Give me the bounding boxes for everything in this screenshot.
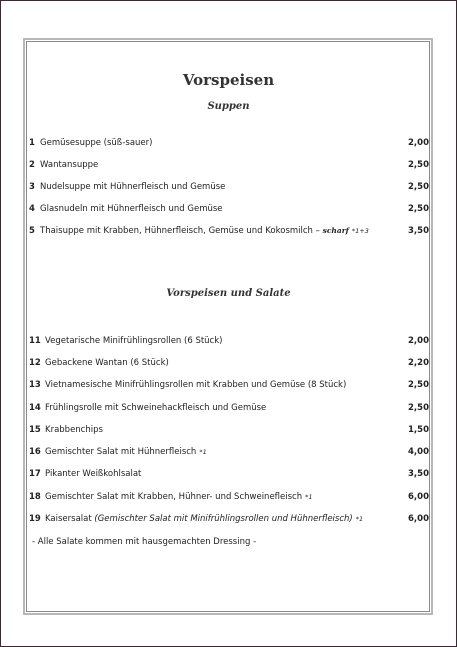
menu-item [29, 136, 429, 150]
menu-frame [23, 38, 433, 615]
item-number: 18 [29, 492, 41, 502]
item-number: 5 [29, 226, 35, 236]
item-price: 2,00 [408, 336, 429, 346]
menu-item [29, 158, 429, 172]
item-price: 2,50 [408, 380, 429, 390]
item-price: 2,50 [408, 403, 429, 413]
spicy-label: scharf [322, 226, 349, 235]
item-price: 2,20 [408, 358, 429, 368]
menu-item [29, 490, 429, 504]
menu-item [29, 202, 429, 216]
menu-title: Vorspeisen [182, 71, 275, 89]
menu-item [29, 356, 429, 370]
item-name: Nudelsuppe mit Hühnerfleisch und Gemüse [40, 182, 226, 192]
item-name-text: Kaisersalat [45, 514, 92, 524]
allergen-note: *1 [355, 515, 364, 523]
menu-item [29, 467, 429, 481]
item-number: 2 [29, 160, 35, 170]
menu-item [29, 445, 429, 459]
item-name: Glasnudeln mit Hühnerfleisch und Gemüse [40, 204, 223, 214]
item-number: 12 [29, 358, 41, 368]
item-number: 11 [29, 336, 41, 346]
menu-item [29, 401, 429, 415]
item-number: 3 [29, 182, 35, 192]
allergen-note: *1 [199, 448, 207, 456]
item-name: Gemüsesuppe (süß-sauer) [40, 138, 153, 148]
item-price: 1,50 [408, 425, 429, 435]
menu-item [29, 512, 429, 526]
item-name: Pikanter Weißkohlsalat [45, 469, 142, 479]
item-number: 19 [29, 514, 41, 524]
allergen-note: *1 [305, 493, 313, 501]
item-number: 4 [29, 204, 35, 214]
item-price: 3,50 [408, 226, 429, 236]
item-name: Krabbenchips [45, 425, 103, 435]
item-name: Vietnamesische Minifrühlingsrollen mit Krabben und Gemüse (8 Stück) [45, 380, 347, 390]
allergen-note: *1+3 [351, 227, 369, 235]
menu-item [29, 423, 429, 437]
item-name [45, 512, 363, 526]
menu-item [29, 378, 429, 392]
item-price: 4,00 [408, 447, 429, 457]
item-name-text: Gemischter Salat mit Krabben, Hühner- und Schweinefleisch [45, 492, 303, 502]
section-title-suppen: Suppen [207, 101, 250, 112]
item-number: 1 [29, 138, 35, 148]
item-price: 2,50 [408, 160, 429, 170]
salad-footnote: - Alle Salate kommen mit hausgemachten Dressing - [32, 537, 257, 547]
section-title-vorspeisen-salate: Vorspeisen und Salate [166, 288, 291, 299]
item-price: 6,00 [408, 492, 429, 502]
item-name: Gebackene Wantan (6 Stück) [45, 358, 169, 368]
menu-item [29, 224, 429, 238]
item-number: 13 [29, 380, 41, 390]
item-name-text: Gemischter Salat mit Hühnerfleisch [45, 447, 197, 457]
item-name [45, 490, 313, 504]
item-number: 16 [29, 447, 41, 457]
menu-item [29, 180, 429, 194]
item-number: 14 [29, 403, 41, 413]
item-number: 17 [29, 469, 41, 479]
item-price: 6,00 [408, 514, 429, 524]
item-name: Frühlingsrolle mit Schweinehackfleisch und Gemüse [45, 403, 267, 413]
item-price: 2,00 [408, 138, 429, 148]
item-name [40, 224, 369, 238]
item-name-text: Thaisuppe mit Krabben, Hühnerfleisch, Gemüse und Kokosmilch – [40, 226, 320, 236]
menu-item [29, 334, 429, 348]
item-price: 2,50 [408, 182, 429, 192]
item-name [45, 445, 207, 459]
item-price: 2,50 [408, 204, 429, 214]
item-name: Wantansuppe [40, 160, 99, 170]
item-number: 15 [29, 425, 41, 435]
item-price: 3,50 [408, 469, 429, 479]
item-description: (Gemischter Salat mit Minifrühlingsrollen und Hühnerfleisch) [94, 514, 353, 524]
item-name: Vegetarische Minifrühlingsrollen (6 Stück) [45, 336, 223, 346]
